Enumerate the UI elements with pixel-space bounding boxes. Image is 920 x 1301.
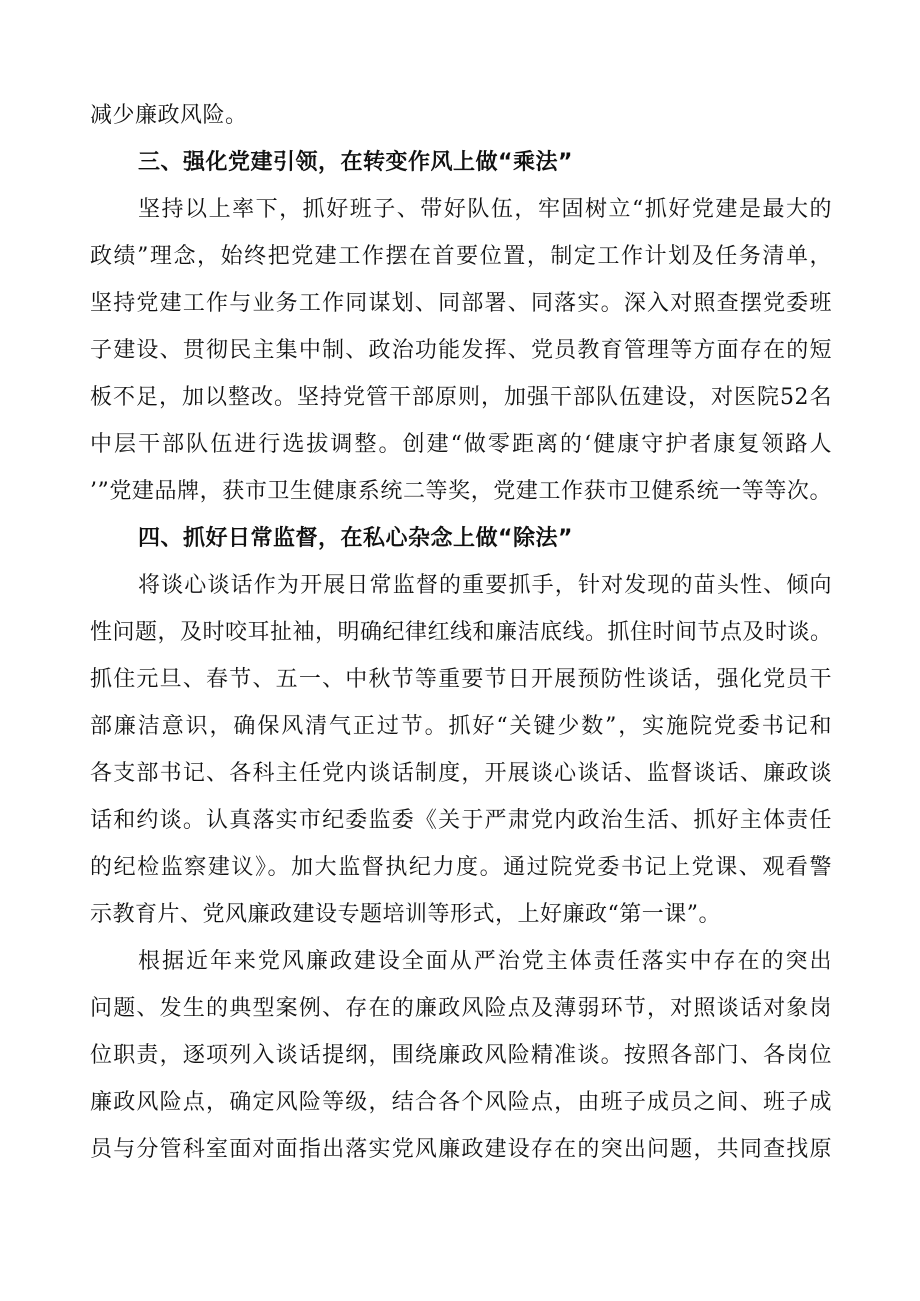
paragraph-line: 将谈心谈话作为开展日常监督的重要抓手，针对发现的苗头性、倾向 (138, 573, 832, 598)
section-3-heading: 三、强化党建引领，在转变作风上做“乘法” (138, 150, 573, 175)
paragraph-line: 抓住元旦、春节、五一、中秋节等重要节日开展预防性谈话，强化党员干 (90, 667, 832, 692)
section-4-paragraph-2 (90, 938, 832, 1173)
section-3-paragraph (90, 186, 832, 515)
paragraph-line: 根据近年来党风廉政建设全面从严治党主体责任落实中存在的突出 (138, 949, 832, 974)
paragraph-line: 部廉洁意识，确保风清气正过节。抓好“关键少数”，实施院党委书记和 (90, 714, 832, 739)
paragraph-line: 示教育片、党风廉政建设专题培训等形式，上好廉政“第一课”。 (90, 902, 721, 927)
paragraph-line: 中层干部队伍进行选拔调整。创建“做零距离的‘健康守护者康复领路人 (90, 432, 832, 457)
paragraph-line: 政绩”理念，始终把党建工作摆在首要位置，制定工作计划及任务清单， (90, 244, 832, 269)
paragraph-line: 性问题，及时咬耳扯袖，明确纪律红线和廉洁底线。抓住时间节点及时谈。 (90, 620, 833, 645)
paragraph-line: ’”党建品牌，获市卫生健康系统二等奖，党建工作获市卫健系统一等等次。 (90, 479, 832, 504)
section-4-paragraph-1 (90, 562, 832, 938)
section-4-heading: 四、抓好日常监督，在私心杂念上做“除法” (138, 526, 573, 551)
paragraph-line: 位职责，逐项列入谈话提纲，围绕廉政风险精准谈。按照各部门、各岗位 (90, 1043, 832, 1068)
paragraph-line: 子建设、贯彻民主集中制、政治功能发挥、党员教育管理等方面存在的短 (90, 338, 832, 363)
paragraph-line: 问题、发生的典型案例、存在的廉政风险点及薄弱环节，对照谈话对象岗 (90, 996, 832, 1021)
paragraph-line: 板不足，加以整改。坚持党管干部原则，加强干部队伍建设，对医院52名 (90, 385, 832, 410)
paragraph-line: 各支部书记、各科主任党内谈话制度，开展谈心谈话、监督谈话、廉政谈 (90, 761, 832, 786)
paragraph-line: 的纪检监察建议》。加大监督执纪力度。通过院党委书记上党课、观看警 (90, 855, 832, 880)
paragraph-line: 坚持以上率下，抓好班子、带好队伍，牢固树立“抓好党建是最大的 (138, 197, 832, 222)
paragraph-line: 廉政风险点，确定风险等级，结合各个风险点，由班子成员之间、班子成 (90, 1090, 832, 1115)
paragraph-line: 员与分管科室面对面指出落实党风廉政建设存在的突出问题，共同查找原 (90, 1137, 832, 1162)
paragraph-line: 话和约谈。认真落实市纪委监委《关于严肃党内政治生活、抓好主体责任 (90, 808, 832, 833)
opening-line: 减少廉政风险。 (90, 103, 248, 128)
document-page (90, 92, 832, 1173)
paragraph-line: 坚持党建工作与业务工作同谋划、同部署、同落实。深入对照查摆党委班 (90, 291, 832, 316)
